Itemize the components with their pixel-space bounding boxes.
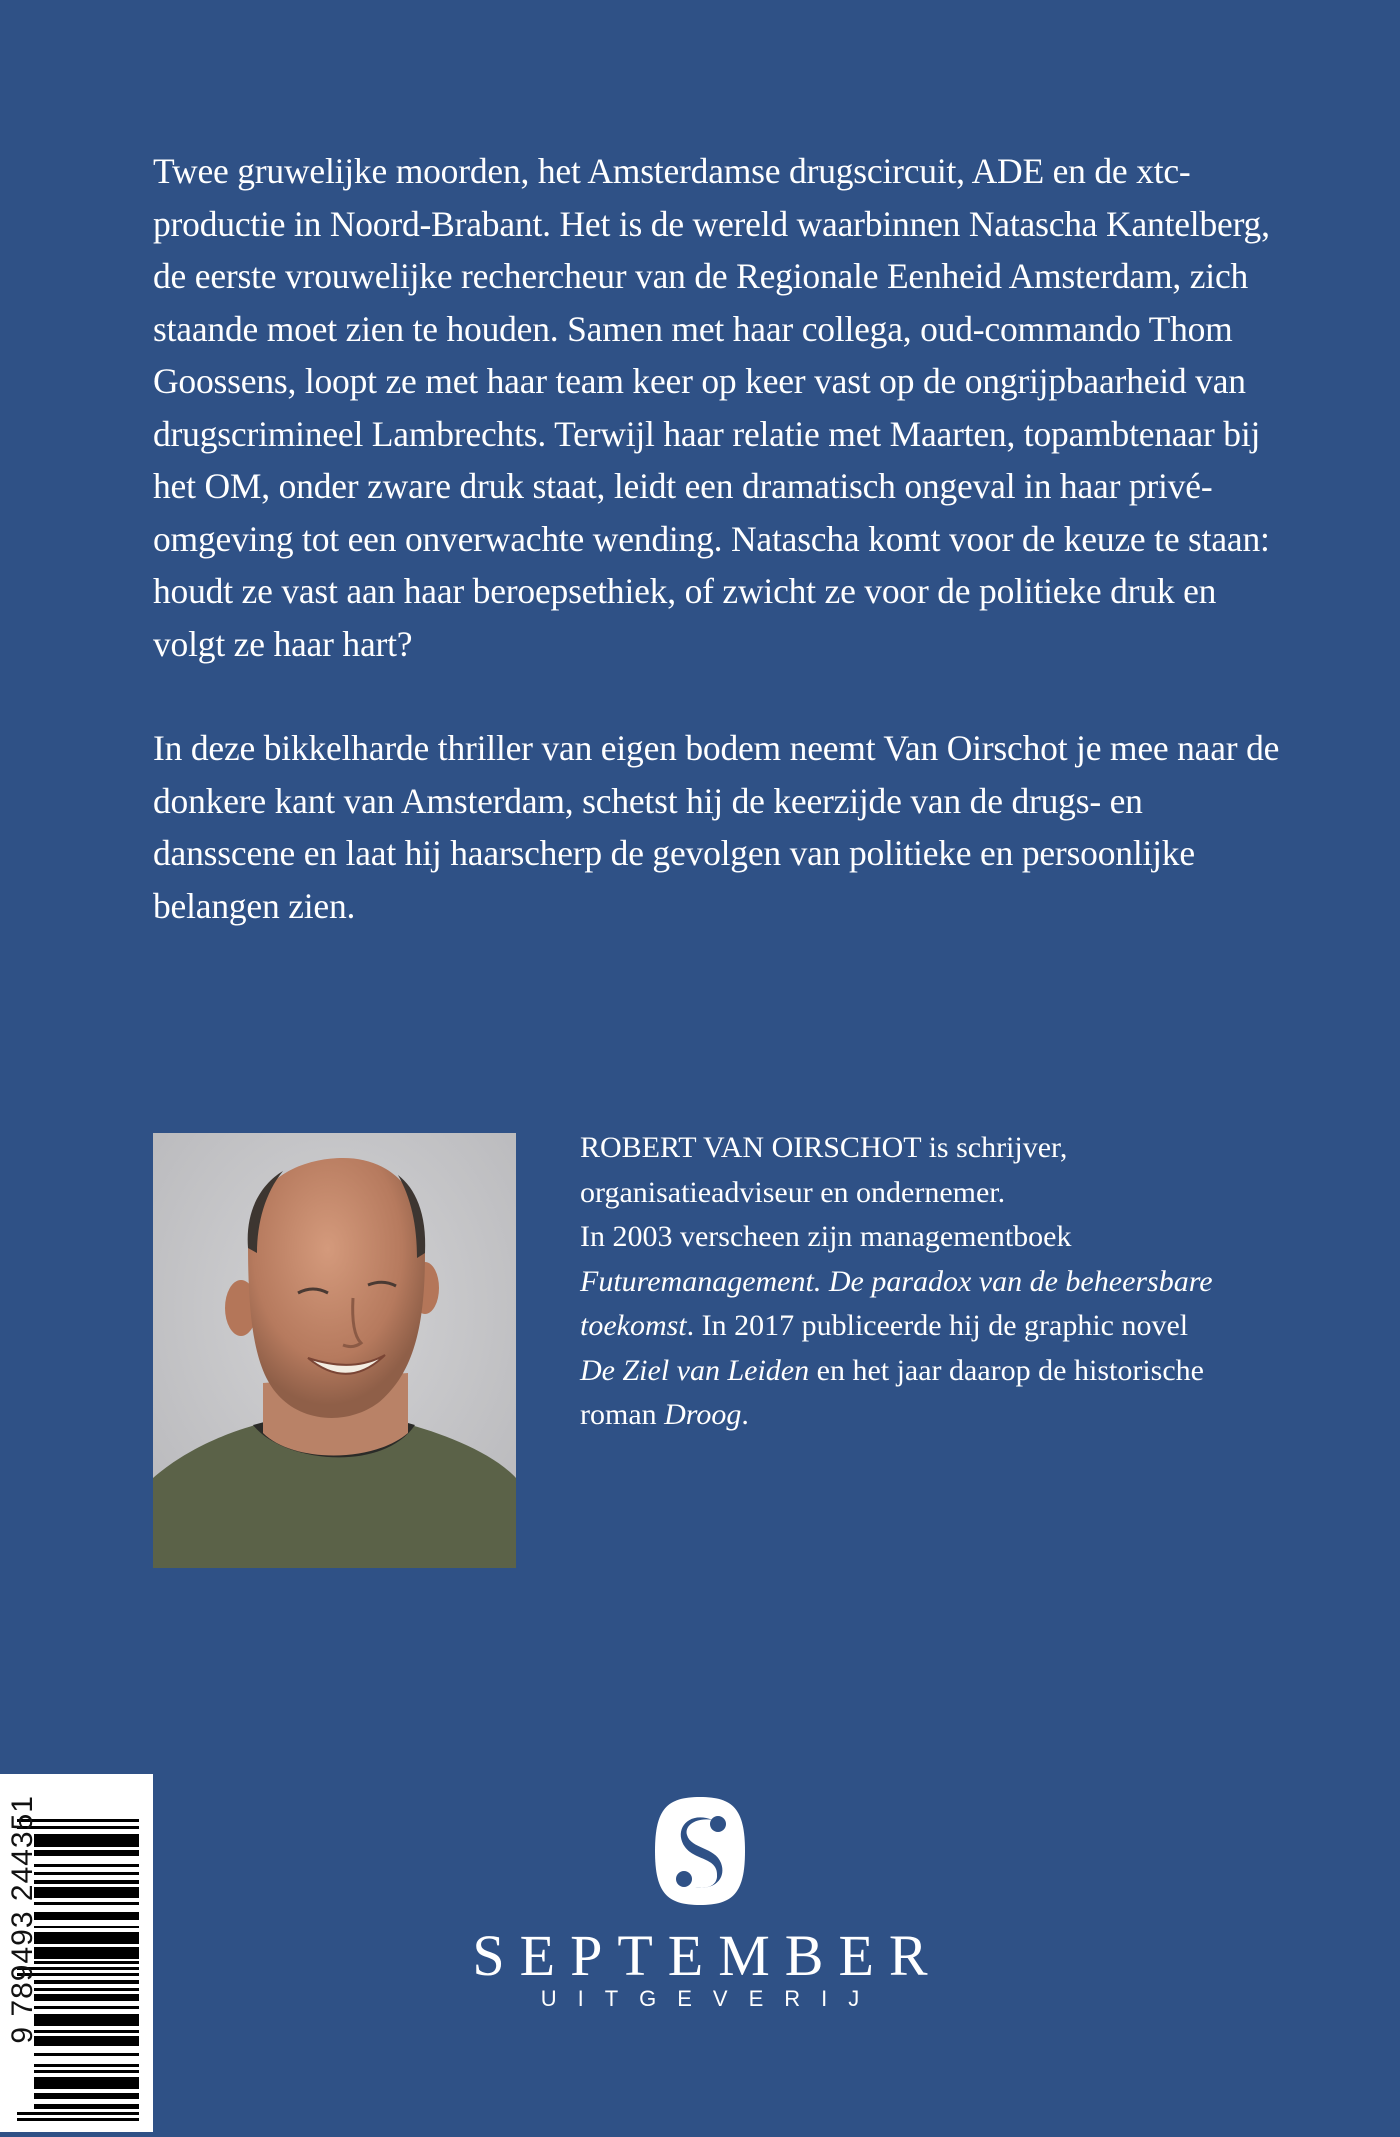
bio-text-4: en het jaar daarop de historische roman [580, 1353, 1204, 1431]
author-photo [153, 1133, 516, 1568]
publisher-subtitle: UITGEVERIJ [540, 1986, 881, 2011]
isbn-digits: 9 789493 244351 [6, 1795, 39, 2044]
blurb-paragraph-2: In deze bikkelharde thriller van eigen bodem neemt Van Oirschot je mee naar de donkere kant van Amsterdam, schetst hij de keerzijde van de drugs- en dansscene en laat hij haarscherp de gevolgen van politieke en persoonlijke belangen zien. [153, 728, 1280, 926]
book-title-droog: Droog [664, 1398, 742, 1431]
bio-text-5: . [741, 1398, 749, 1431]
bio-text-2: In 2003 verscheen zijn managementboek [580, 1220, 1072, 1253]
bio-text-1: is schrijver, organisatieadviseur en ondernemer. [580, 1131, 1068, 1209]
author-portrait-icon [153, 1133, 516, 1568]
author-name: ROBERT VAN OIRSCHOT [580, 1131, 922, 1164]
september-s-logo-icon [653, 1795, 747, 1907]
book-blurb [153, 145, 1283, 932]
book-title-ziel-van-leiden: De Ziel van Leiden [580, 1353, 810, 1387]
author-bio [580, 1126, 1220, 1438]
book-title-futuremanagement: Futuremanagement. De paradox van de beheersbare toekomst [580, 1264, 1213, 1342]
blurb-paragraph-1: Twee gruwelijke moorden, het Amsterdamse drugscircuit, ADE en de xtc-productie in Noord-Brabant. Het is de wereld waarbinnen Natascha Kantelberg, de eerste vrouwelijke rechercheur van de Regionale Eenheid Amsterdam, zich staande moet zien te houden. Samen met haar collega, oud-commando Thom Goossens, loopt ze met haar team keer op keer vast op de ongrijpbaarheid van drugscrimineel Lambrechts. Terwijl haar relatie met Maarten, topambtenaar bij het OM, onder zware druk staat, leidt een dramatisch ongeval in haar privé-omgeving tot een onverwachte wending. Natascha komt voor de keuze te staan: houdt ze vast aan haar beroepsethiek, of zwicht ze voor de politieke druk en volgt ze haar hart? [153, 151, 1270, 664]
publisher-name: SEPTEMBER [472, 1923, 943, 1988]
bio-text-3: . In 2017 publiceerde hij de graphic novel [686, 1309, 1189, 1342]
publisher-logo [0, 1795, 1400, 2012]
author-bio-text [580, 1126, 1220, 1438]
